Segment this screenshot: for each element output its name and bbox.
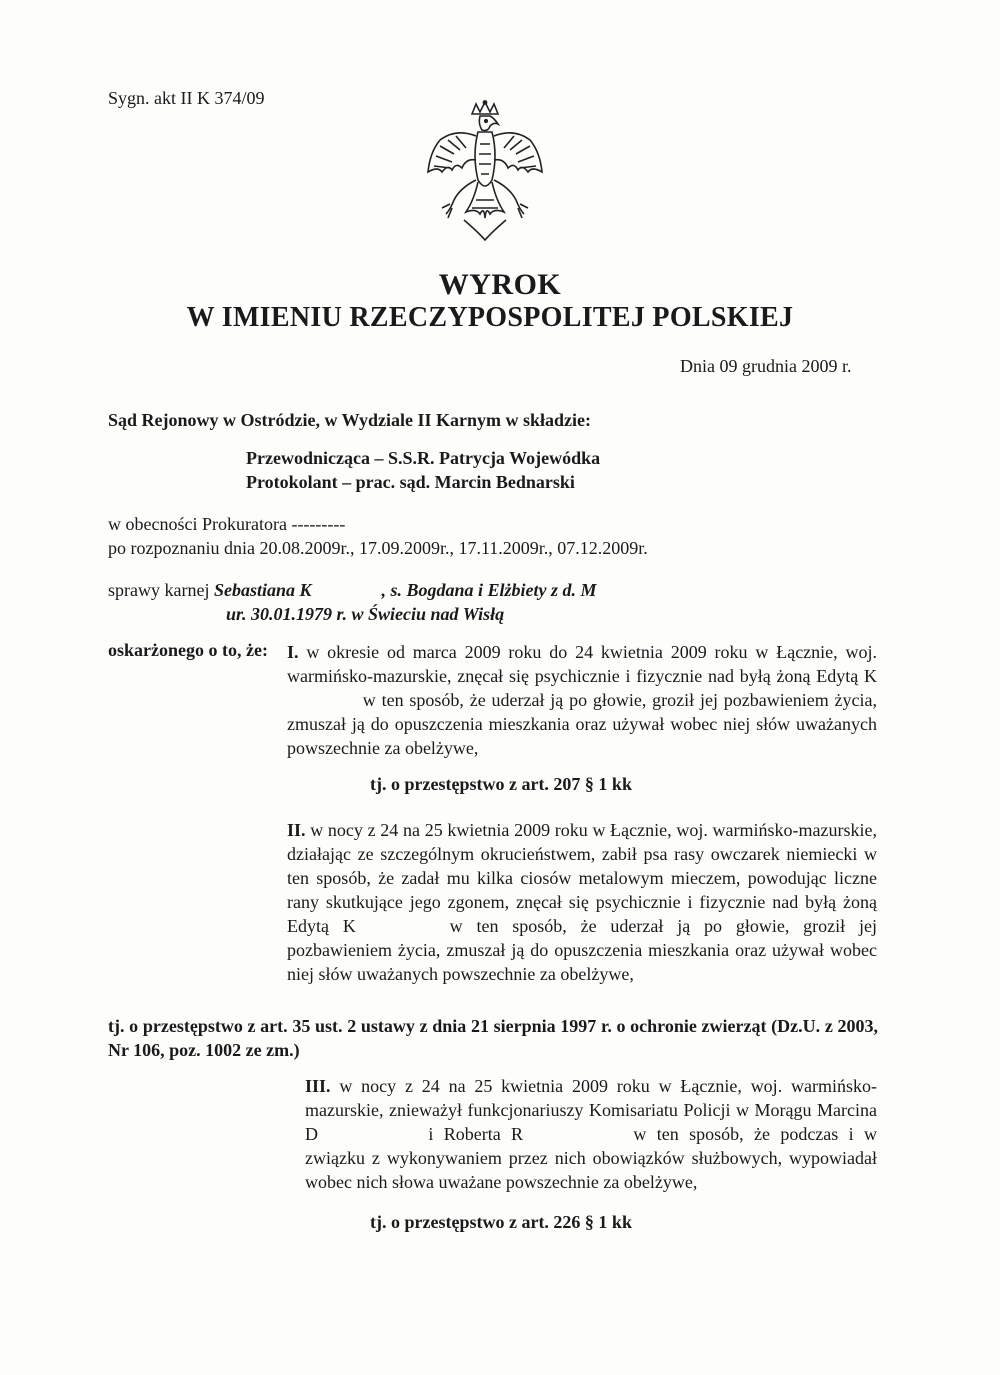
count-1-qualification: tj. o przestępstwo z art. 207 § 1 kk: [370, 774, 632, 794]
count-text: w okresie od marca 2009 roku do 24 kwietnia 2009 roku w Łącznie, woj. warmińsko-mazurskie, znęcał się psychicznie i fizycznie nad byłą żoną Edytą K: [287, 642, 877, 686]
case-prefix: sprawy karnej: [108, 580, 214, 600]
count-1: [287, 640, 877, 760]
count-number: II.: [287, 820, 306, 840]
court-name: Sąd Rejonowy w Ostródzie, w Wydziale II Karnym w składzie:: [108, 410, 591, 430]
document-title: WYROK: [438, 268, 562, 301]
case-signature: Sygn. akt II K 374/09: [108, 88, 265, 108]
hearing-dates: po rozpoznaniu dnia 20.08.2009r., 17.09.2009r., 17.11.2009r., 07.12.2009r.: [108, 538, 648, 558]
case-line: [108, 580, 597, 601]
accused-name: Sebastiana K: [213, 580, 312, 600]
polish-eagle-emblem-icon: [420, 100, 550, 245]
court-clerk: Protokolant – prac. sąd. Marcin Bednarski: [246, 472, 575, 492]
document-subtitle: W IMIENIU RZECZYPOSPOLITEJ POLSKIEJ: [186, 302, 794, 333]
count-text: w nocy z 24 na 25 kwietnia 2009 roku w Łącznie, woj. warmińsko-mazurskie, znieważył funkcjonariuszy Komisariatu Policji w Morągu Marcina D: [305, 1076, 877, 1144]
count-text: w ten sposób, że uderzał ją po głowie, groził jej pozbawieniem życia, zmuszał ją do opuszczenia mieszkania oraz używał wobec niej słów uważanych powszechnie za obelżywe,: [287, 916, 877, 984]
count-number: III.: [305, 1076, 331, 1096]
presiding-judge: Przewodnicząca – S.S.R. Patrycja Wojewódka: [246, 448, 601, 468]
count-text: i Roberta R: [418, 1124, 524, 1144]
accused-parents: , s. Bogdana i Elżbiety z d. M: [381, 580, 597, 600]
accused-birth: ur. 30.01.1979 r. w Świeciu nad Wisłą: [226, 604, 505, 624]
count-number: I.: [287, 642, 299, 662]
prosecutor-line: w obecności Prokuratora ---------: [108, 514, 346, 534]
count-text: w nocy z 24 na 25 kwietnia 2009 roku w Łącznie, woj. warmińsko-mazurskie, działając ze szczególnym okrucieństwem, zabił psa rasy owczarek niemiecki w ten sposób, że zadał mu kilka ciosów metalowym mieczem, powodując liczne rany skutkujące jego zgonem, znęcał się psychicznie i fizycznie nad byłą żoną Edytą K: [287, 820, 877, 936]
count-2: [287, 818, 877, 986]
count-3: [305, 1074, 877, 1194]
charged-label: oskarżonego o to, że:: [108, 640, 268, 660]
count-2-qualification: tj. o przestępstwo z art. 35 ust. 2 ustawy z dnia 21 sierpnia 1997 r. o ochronie zwierząt (Dz.U. z 2003, Nr 106, poz. 1002 ze zm.): [108, 1016, 878, 1060]
count-text: w ten sposób, że podczas i w związku z wykonywaniem przez nich obowiązków służbowych, wypowiadał wobec nich słowa uważane powszechnie za obelżywe,: [305, 1124, 877, 1192]
count-3-qualification: tj. o przestępstwo z art. 226 § 1 kk: [370, 1212, 632, 1232]
count-text: w ten sposób, że uderzał ją po głowie, groził jej pozbawieniem życia, zmuszał ją do opuszczenia mieszkania oraz używał wobec niej słów uważanych powszechnie za obelżywe,: [287, 690, 877, 758]
judgment-date: Dnia 09 grudnia 2009 r.: [680, 356, 852, 376]
